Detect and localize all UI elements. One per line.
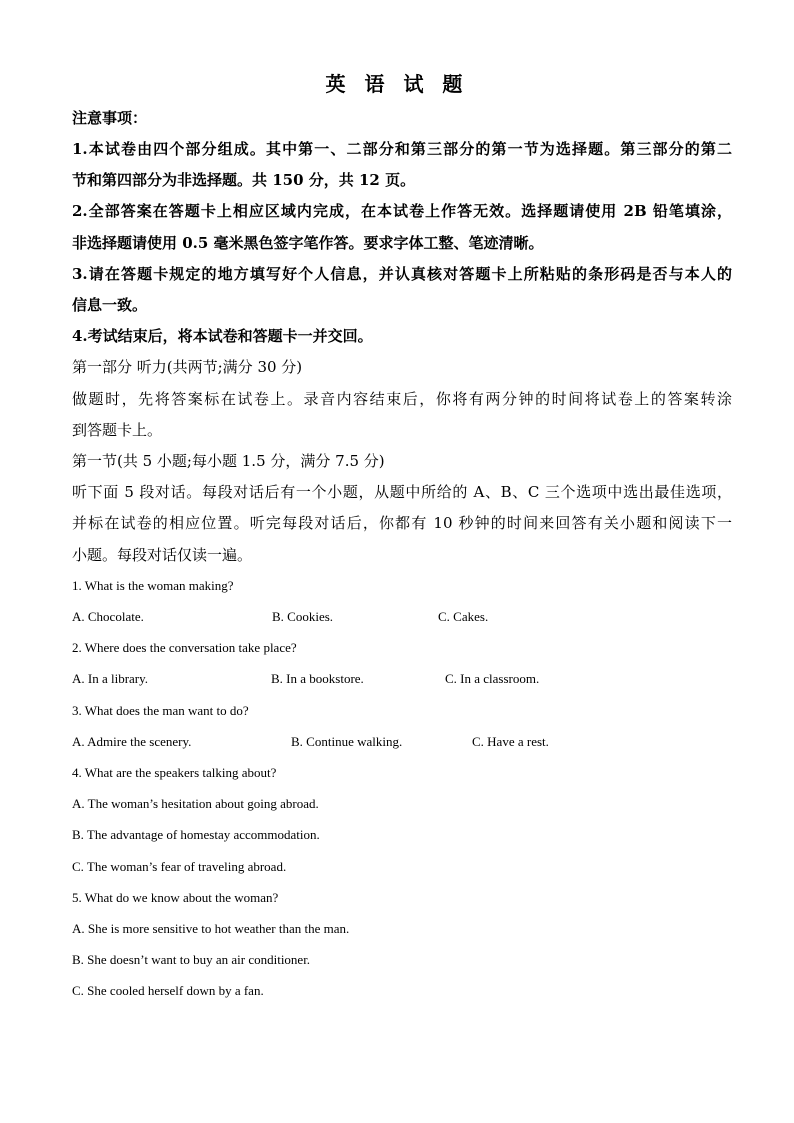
question-4-option-a: A. The woman’s hesitation about going abroad. xyxy=(72,796,319,811)
question-3-option-c: C. Have a rest. xyxy=(472,734,549,749)
section1-instruction-line-1: 听下面 5 段对话。每段对话后有一个小题，从题中所给的 A、B、C 三个选项中选出最佳选项， xyxy=(72,483,732,501)
question-3-option-a: A. Admire the scenery. xyxy=(72,734,192,749)
notice-item-3-line-1: 3.请在答题卡规定的地方填写好个人信息，并认真核对答题卡上所粘贴的条形码是否与本人的 xyxy=(72,265,732,283)
section1-heading: 第一节(共 5 小题;每小题 1.5 分，满分 7.5 分) xyxy=(72,452,385,470)
question-1-option-b: B. Cookies. xyxy=(272,609,334,624)
question-5-option-a: A. She is more sensitive to hot weather than the man. xyxy=(72,921,350,936)
notice-item-2-line-2: 非选择题请使用 0.5 毫米黑色签字笔作答。要求字体工整、笔迹清晰。 xyxy=(72,234,544,252)
question-2-stem: 2. Where does the conversation take place? xyxy=(72,640,297,655)
question-4-option-b: B. The advantage of homestay accommodation. xyxy=(72,827,320,842)
part1-instruction-line-2: 到答题卡上。 xyxy=(72,421,163,439)
notice-item-3-line-2: 信息一致。 xyxy=(72,296,148,314)
notice-item-2-line-1: 2.全部答案在答题卡上相应区域内完成，在本试卷上作答无效。选择题请使用 2B 铅笔填涂， xyxy=(72,202,732,220)
question-5-option-b: B. She doesn’t want to buy an air conditioner. xyxy=(72,952,311,967)
page-title: 英 语 试 题 xyxy=(325,72,469,96)
question-2-option-c: C. In a classroom. xyxy=(445,671,540,686)
part1-heading: 第一部分 听力(共两节;满分 30 分) xyxy=(72,358,303,376)
notice-item-1-line-1: 1.本试卷由四个部分组成。其中第一、二部分和第三部分的第一节为选择题。第三部分的第二 xyxy=(72,140,732,158)
notice-item-1-line-2: 节和第四部分为非选择题。共 150 分，共 12 页。 xyxy=(72,171,416,189)
question-1-option-a: A. Chocolate. xyxy=(72,609,144,624)
question-4-stem: 4. What are the speakers talking about? xyxy=(72,765,277,780)
notice-item-4: 4.考试结束后，将本试卷和答题卡一并交回。 xyxy=(72,327,373,345)
question-5-option-c: C. She cooled herself down by a fan. xyxy=(72,983,264,998)
question-5-stem: 5. What do we know about the woman? xyxy=(72,890,279,905)
section1-instruction-line-3: 小题。每段对话仅读一遍。 xyxy=(72,546,253,564)
question-4-option-c: C. The woman’s fear of traveling abroad. xyxy=(72,859,287,874)
notice-heading: 注意事项： xyxy=(72,109,148,127)
question-1-option-c: C. Cakes. xyxy=(438,609,489,624)
question-3-stem: 3. What does the man want to do? xyxy=(72,703,249,718)
question-3-option-b: B. Continue walking. xyxy=(291,734,403,749)
question-2-option-b: B. In a bookstore. xyxy=(271,671,364,686)
question-1-stem: 1. What is the woman making? xyxy=(72,578,234,593)
section1-instruction-line-2: 并标在试卷的相应位置。听完每段对话后，你都有 10 秒钟的时间来回答有关小题和阅读下一 xyxy=(72,514,732,532)
part1-instruction-line-1: 做题时，先将答案标在试卷上。录音内容结束后，你将有两分钟的时间将试卷上的答案转涂 xyxy=(72,390,732,408)
question-2-option-a: A. In a library. xyxy=(72,671,149,686)
